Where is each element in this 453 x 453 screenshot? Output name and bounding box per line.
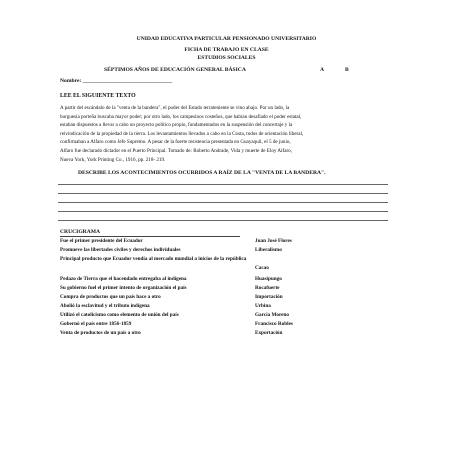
crossword-row: [60, 312, 390, 320]
crossword-row: [60, 238, 390, 246]
crossword-rule: [60, 236, 240, 237]
crossword-answer: Juan José Flores: [255, 238, 292, 244]
crossword-clue: Principal producto que Ecuador vendía al mercado mundial a inicios de la república: [60, 256, 247, 262]
crossword-clue: Pedazo de Tierra que el hacendado entregaba al indígena: [60, 276, 187, 282]
crossword-row: [60, 330, 390, 338]
answer-line[interactable]: [58, 193, 388, 194]
crossword-row: [60, 256, 390, 264]
crossword-clue: Venta de productos de un país a otro: [60, 330, 141, 336]
name-field-label: Nombre: ________________________________: [60, 78, 173, 84]
crossword-clue: Promueve las libertades civiles y derechos individuales: [60, 247, 181, 253]
reading-line: Alfaro fue declarado dictador en el Puerto Principal. Tomado de: Roberto Andrade, Vida y muerte de Eloy Alfaro,: [60, 147, 292, 154]
reading-line: Nueva York, York Printing Co., 1916, pp. 218- 219.: [60, 156, 166, 163]
grade-label: SÉPTIMOS AÑOS DE EDUCACIÓN GENERAL BÁSICA: [104, 67, 246, 73]
crossword-title: CRUCIGRAMA: [60, 229, 101, 235]
answer-line[interactable]: [58, 184, 388, 185]
crossword-answer: Urbina: [255, 303, 271, 309]
crossword-answer: García Moreno: [255, 312, 289, 318]
crossword-row: [60, 265, 390, 273]
crossword-row: [60, 247, 390, 255]
crossword-answer: Francisco Robles: [255, 321, 293, 327]
school-name: UNIDAD EDUCATIVA PARTICULAR PENSIONADO UNIVERSITARIO: [136, 36, 317, 42]
crossword-answer: Huasipungo: [255, 276, 282, 282]
answer-line[interactable]: [58, 211, 388, 212]
reading-line: A partir del escándalo de la "venta de la bandera", el poder del Estado terrateniente se vino abajo. Por un lado, la: [60, 105, 290, 111]
crossword-row: [60, 321, 390, 329]
crossword-row: [60, 294, 390, 302]
subject-title: ESTUDIOS SOCIALES: [197, 55, 256, 61]
crossword-row: [60, 276, 390, 284]
crossword-row: [60, 285, 390, 293]
reading-line: confirmaban a Alfaro como Jefe Supremo. A pesar de la fuerte resistencia presentada en Guayaquil, el 5 de junio,: [60, 139, 291, 146]
crossword-answer: Exportación: [255, 330, 283, 336]
crossword-answer: Importación: [255, 294, 283, 300]
instruction-text: DESCRIBE LOS ACONTECIMIENTOS OCURRIDOS A RAÍZ DE LA "VENTA DE LA BANDERA".: [78, 170, 326, 176]
reading-line: burguesía porteña buscaba mayor poder; por otro lado, los campesinos costeños, que habían desafiado el poder estatal,: [60, 113, 302, 120]
reading-text: [60, 104, 303, 164]
crossword-clue: Su gobierno fuel el primer intento de organización el país: [60, 285, 187, 291]
section-b: B: [345, 67, 349, 73]
crossword-answer: Liberalismo: [255, 247, 282, 253]
answer-line[interactable]: [58, 202, 388, 203]
reading-line: reivindicación de la propiedad de la tierra. Los levantamientos llevados a cabo en la Costa, todos de orientación liberal,: [60, 130, 304, 137]
reading-title: LEE EL SIGUIENTE TEXTO: [60, 93, 136, 99]
crossword-answer: Rocafuerte: [255, 285, 280, 291]
worksheet-title: FICHA DE TRABAJO EN CLASE: [184, 47, 269, 53]
crossword-row: [60, 303, 390, 311]
crossword-clue: Fue el primer presidente del Ecuador: [60, 238, 143, 244]
crossword-clue: Compra de productos que un país hace a otro: [60, 294, 161, 300]
reading-line: estaban dispuestos a llevar a cabo un proyecto político propio, fundamentados en la suspensión del concertaje y la: [60, 122, 293, 129]
crossword-clue: Utilizó el catolicismo como elemento de unión del país: [60, 312, 179, 318]
crossword-clue: Abolió la esclavitud y el tributo indígena: [60, 303, 150, 309]
crossword-clue: Gobernó el país entre 1856-1859: [60, 321, 132, 327]
answer-line[interactable]: [58, 220, 388, 221]
section-a: A: [320, 67, 325, 73]
crossword-answer: Cacao: [255, 265, 269, 271]
